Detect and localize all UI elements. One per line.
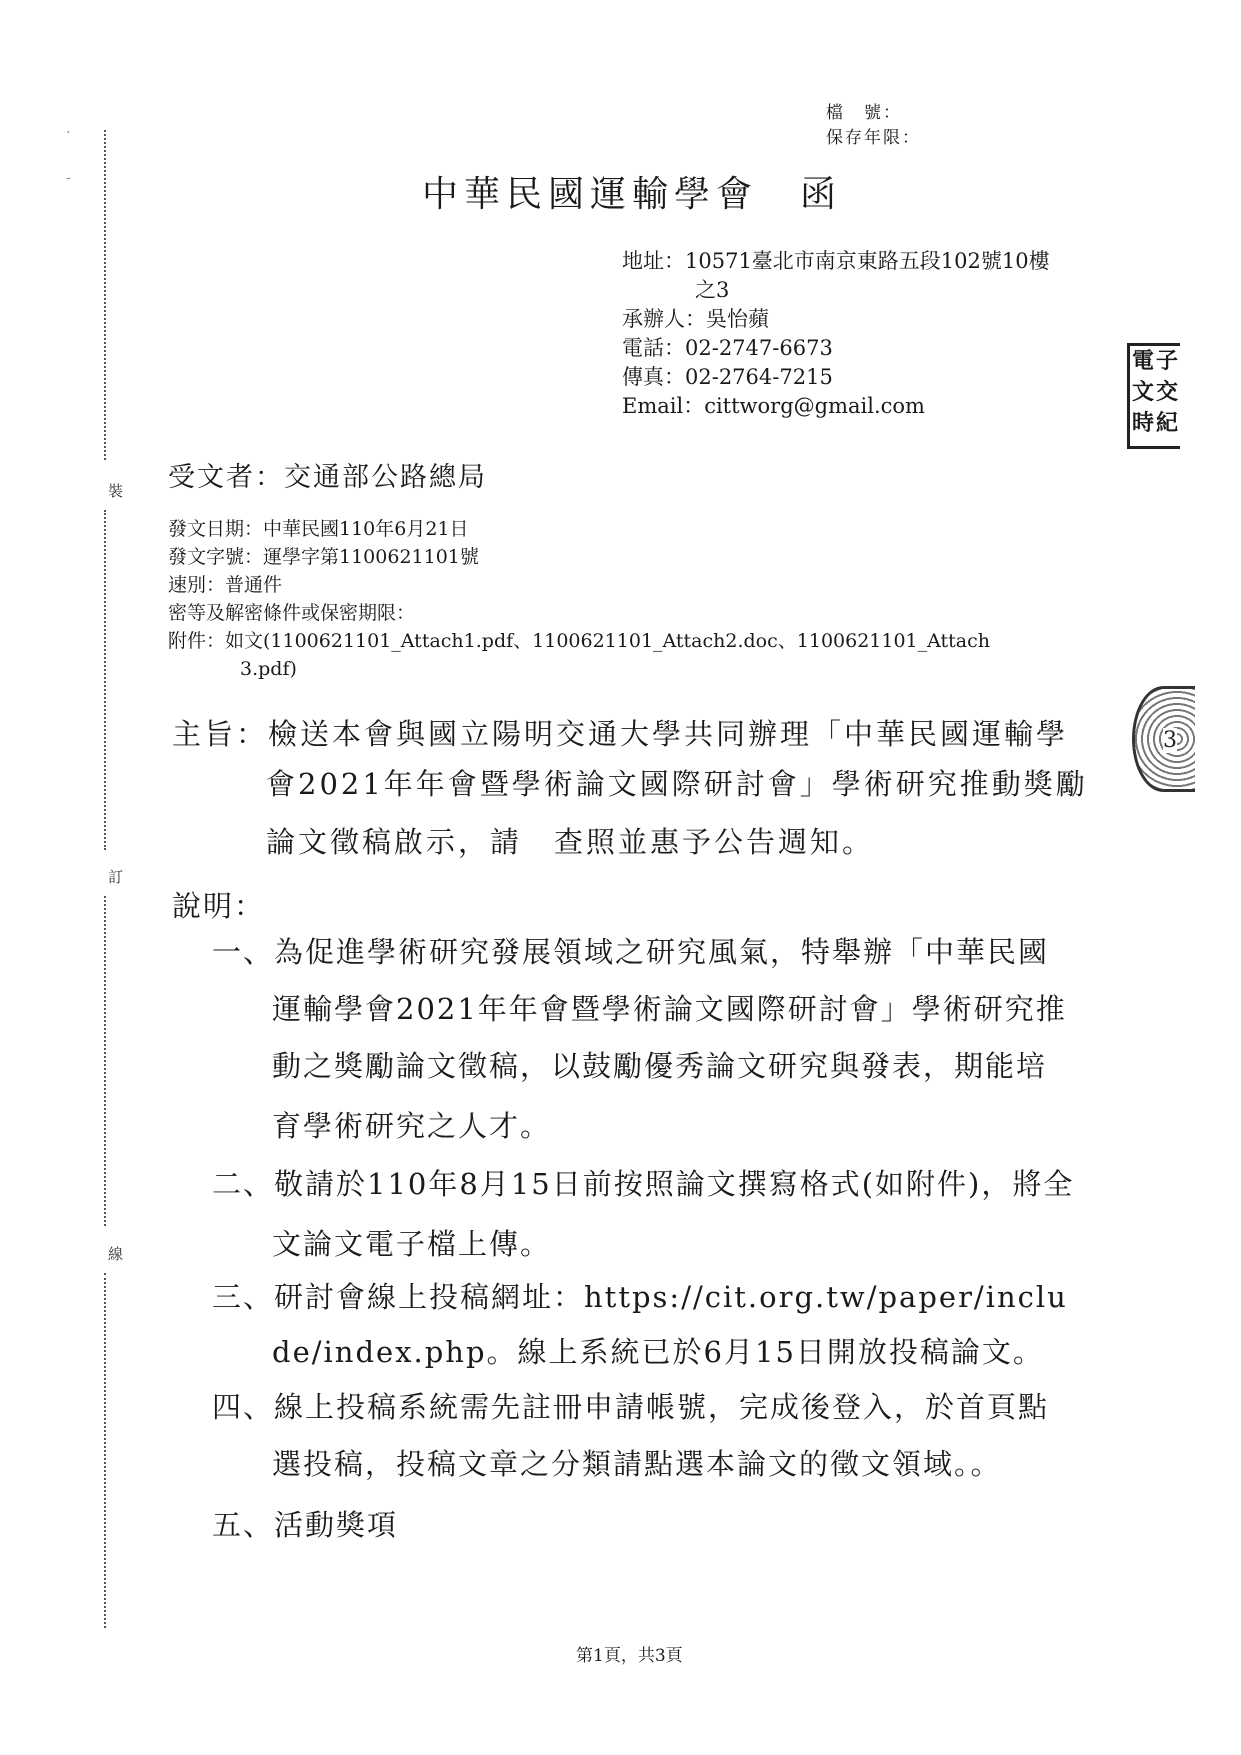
stamp-char: 紀	[1156, 410, 1179, 436]
item3-line2: de/index.php。線上系統已於6月15日開放投稿論文。	[272, 1335, 1044, 1369]
electronic-document-stamp	[1127, 343, 1180, 449]
binding-char-ding: 訂	[108, 868, 124, 886]
item1-line3: 動之獎勵論文徵稿，以鼓勵優秀論文研究與發表，期能培	[272, 1049, 1048, 1083]
stamp-char: 文	[1132, 379, 1155, 405]
issue-number: 發文字號：運學字第1100621101號	[168, 546, 479, 568]
email: Email：cittworg@gmail.com	[622, 394, 925, 418]
stamp-char: 時	[1132, 410, 1155, 436]
subject-line2: 會2021年年會暨學術論文國際研討會」學術研究推動獎勵	[266, 767, 1088, 801]
scan-mark: ·	[66, 125, 71, 141]
item5-line1: 五、活動獎項	[212, 1508, 399, 1542]
binding-line-top	[104, 130, 106, 460]
item3-line1: 三、研討會線上投稿網址：https://cit.org.tw/paper/inclu	[212, 1280, 1068, 1314]
item1-line2: 運輸學會2021年年會暨學術論文國際研討會」學術研究推	[272, 992, 1067, 1026]
explanation-heading: 說明：	[172, 889, 266, 923]
stamp-char: 交	[1156, 379, 1179, 405]
fax: 傳真：02-2764-7215	[622, 365, 833, 389]
stamp-char: 電	[1132, 348, 1155, 374]
speed-category: 速別：普通件	[168, 574, 283, 596]
binding-line-lower	[104, 896, 106, 1226]
item4-line2: 選投稿，投稿文章之分類請點選本論文的徵文領域。。	[272, 1447, 1002, 1481]
attachment-line2: 3.pdf)	[240, 658, 297, 680]
file-number-label: 檔 號：	[826, 103, 902, 123]
recipient: 受文者：交通部公路總局	[168, 462, 487, 493]
binding-line-mid	[104, 510, 106, 850]
binding-char-xian: 線	[108, 1245, 124, 1263]
retention-period-label: 保存年限：	[826, 128, 921, 148]
handler: 承辦人：吳怡蘋	[622, 307, 769, 331]
stamp-char: 子	[1156, 348, 1179, 374]
secrecy-level: 密等及解密條件或保密期限：	[168, 602, 416, 624]
document-title: 中華民國運輸學會 函	[422, 174, 843, 215]
subject-line3: 論文徵稿啟示，請 查照並惠予公告週知。	[266, 825, 875, 859]
seal-number: 3	[1163, 728, 1177, 753]
item2-line1: 二、敬請於110年8月15日前按照論文撰寫格式(如附件)，將全	[212, 1167, 1075, 1201]
item2-line2: 文論文電子檔上傳。	[272, 1227, 552, 1261]
item1-line4: 育學術研究之人才。	[272, 1109, 552, 1143]
attachment-line1: 附件：如文(1100621101_Attach1.pdf、1100621101_Attach2.doc、1100621101_Attach	[168, 630, 991, 652]
item4-line1: 四、線上投稿系統需先註冊申請帳號，完成後登入，於首頁點	[212, 1390, 1050, 1424]
scan-mark: -	[66, 170, 71, 186]
phone: 電話：02-2747-6673	[622, 336, 833, 360]
binding-line-bottom	[104, 1273, 106, 1628]
address-line1: 地址：10571臺北市南京東路五段102號10樓	[622, 249, 1050, 273]
binding-char-zhuang: 裝	[108, 482, 124, 500]
subject-line1: 主旨：檢送本會與國立陽明交通大學共同辦理「中華民國運輸學	[172, 717, 1069, 751]
item1-line1: 一、為促進學術研究發展領域之研究風氣，特舉辦「中華民國	[212, 935, 1050, 969]
issue-date: 發文日期：中華民國110年6月21日	[168, 518, 469, 540]
address-line2: 之3	[695, 278, 730, 302]
page-number-footer: 第1頁，共3頁	[576, 1646, 683, 1666]
